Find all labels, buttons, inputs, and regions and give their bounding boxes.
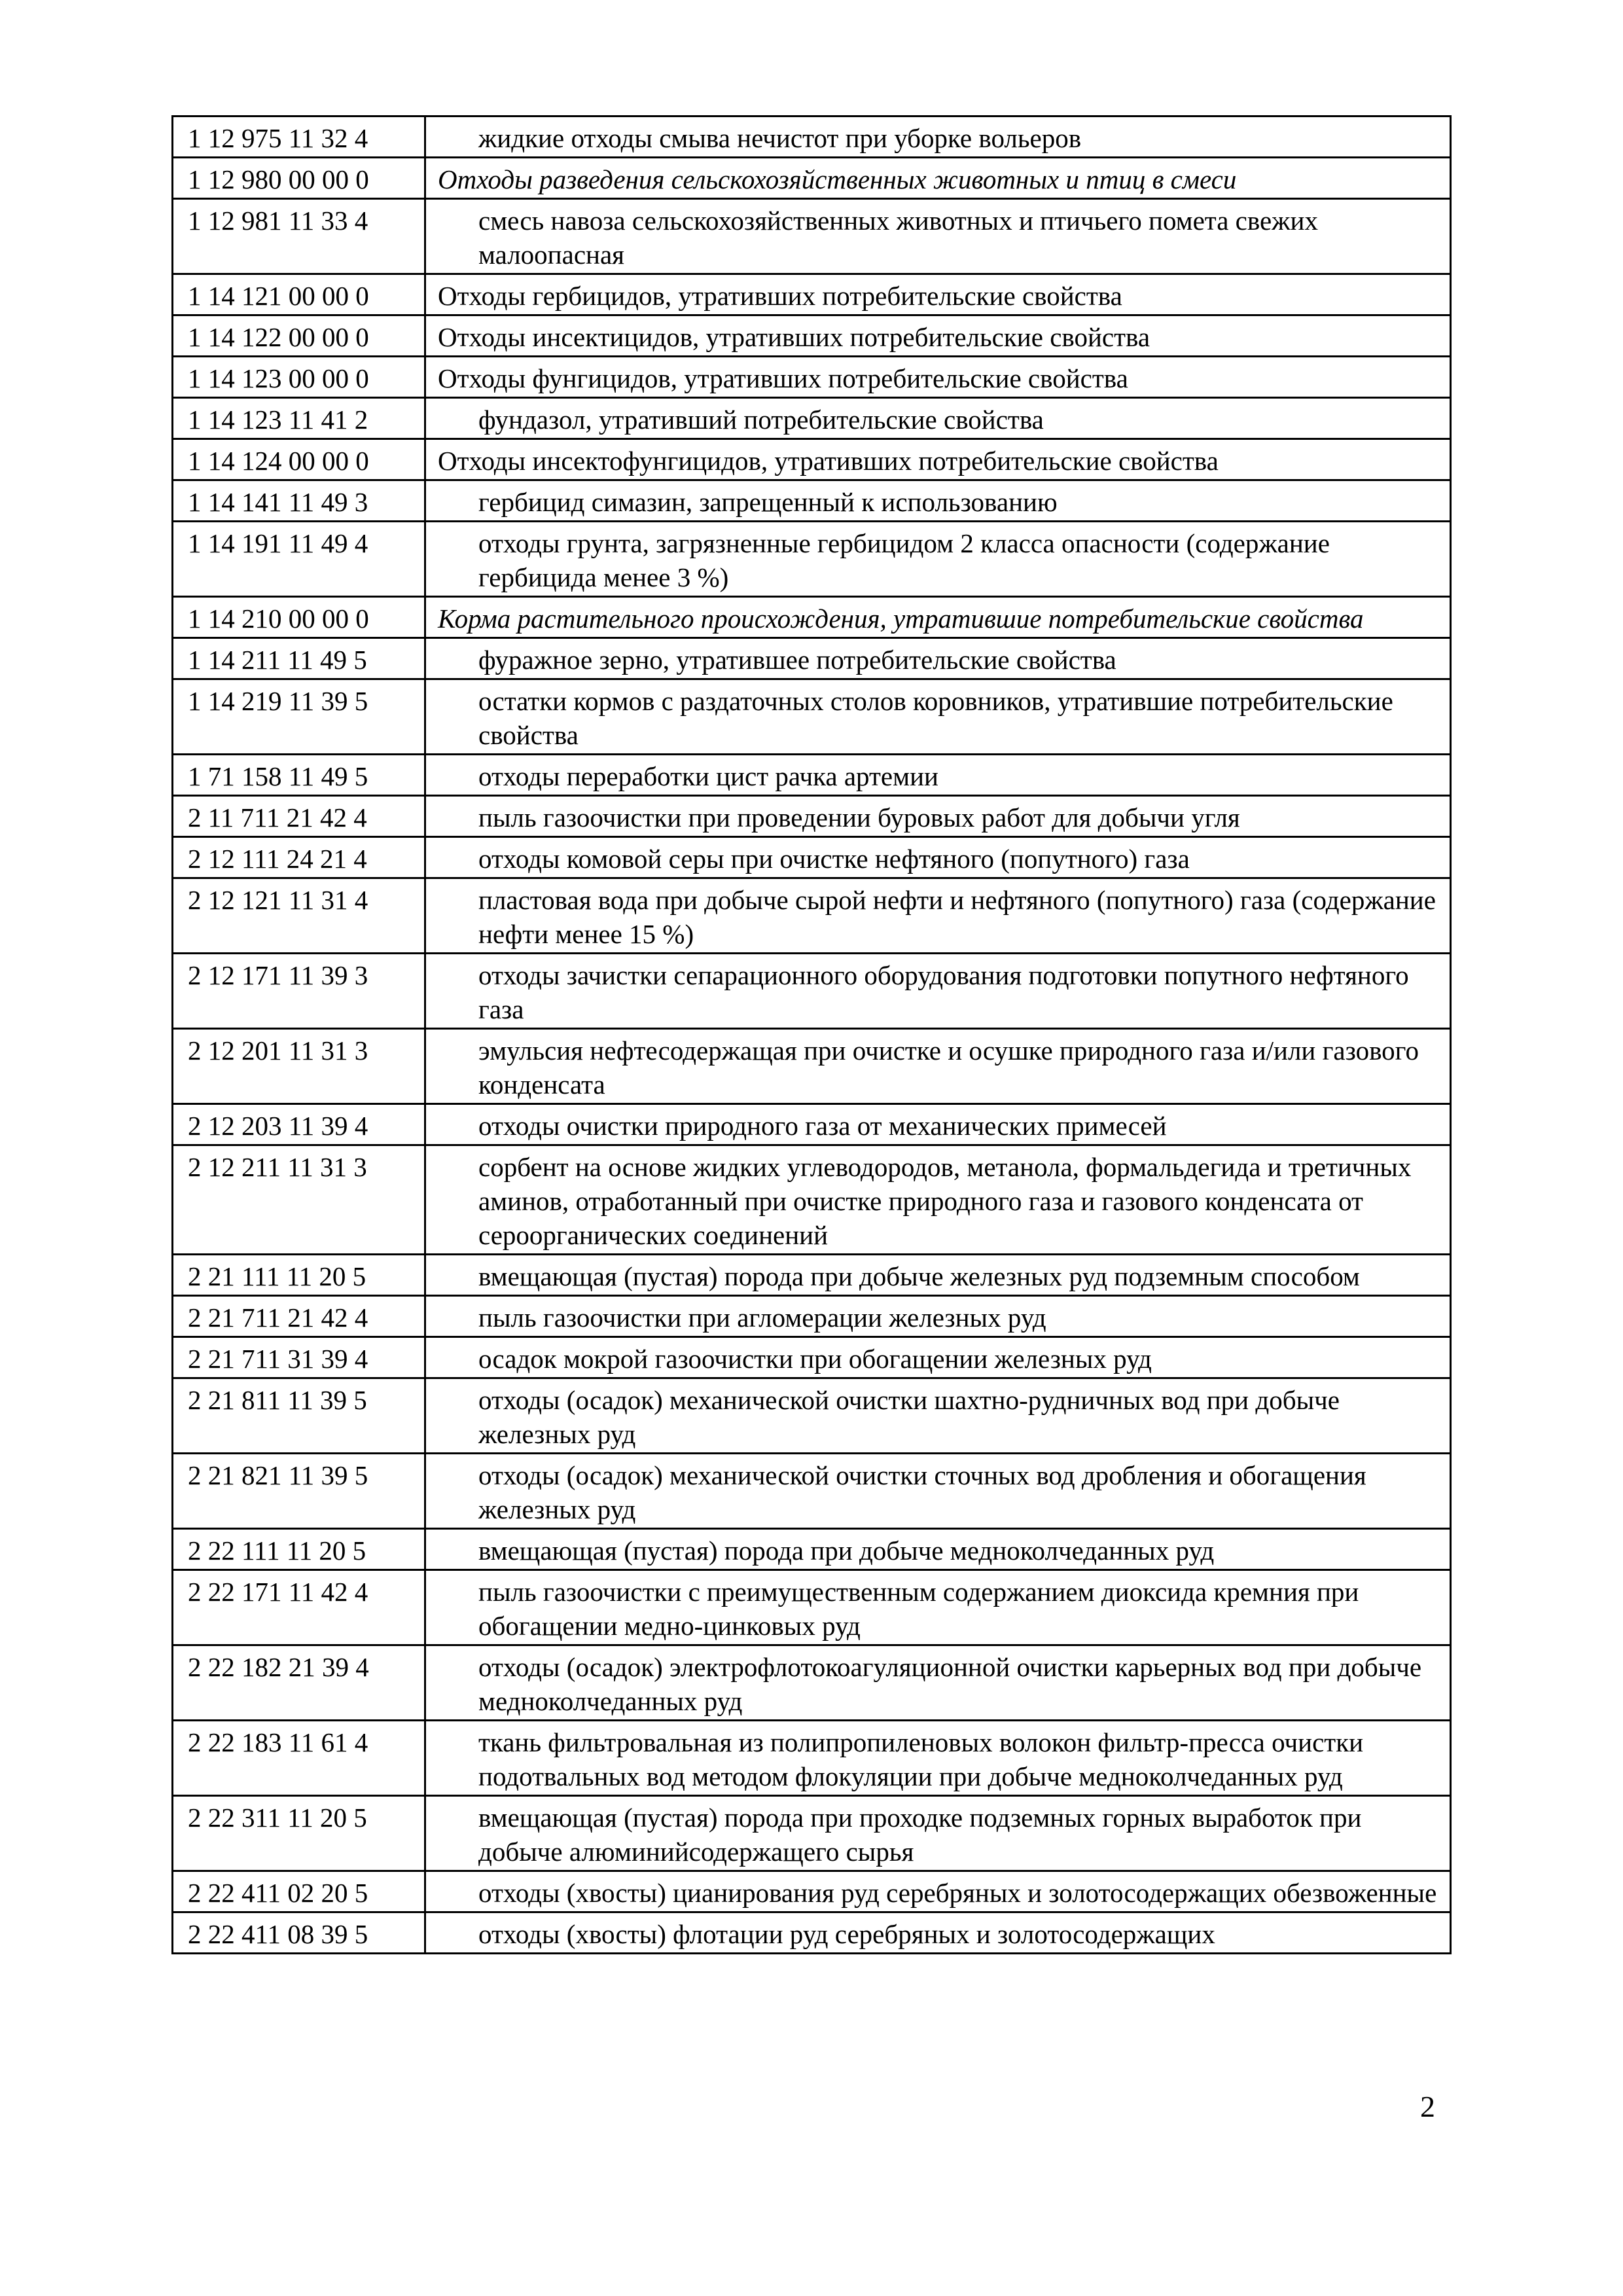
waste-description: пыль газоочистки при проведении буровых работ для добычи угля: [425, 796, 1451, 837]
waste-code: 1 14 191 11 49 4: [173, 522, 425, 597]
waste-description: отходы (осадок) электрофлотокоагуляционной очистки карьерных вод при добыче медноколчеданных руд: [425, 1645, 1451, 1721]
table-row: [173, 1337, 1451, 1378]
waste-description: остатки кормов с раздаточных столов коровников, утратившие потребительские свойства: [425, 679, 1451, 755]
table-row: [173, 1378, 1451, 1454]
table-row: [173, 1296, 1451, 1337]
waste-code: 2 12 211 11 31 3: [173, 1145, 425, 1255]
waste-description: отходы очистки природного газа от механических примесей: [425, 1104, 1451, 1145]
table-row: [173, 1529, 1451, 1570]
waste-description: ткань фильтровальная из полипропиленовых волокон фильтр-пресса очистки подотвальных вод методом флокуляции при добыче медноколчеданных руд: [425, 1721, 1451, 1796]
table-row: [173, 480, 1451, 522]
waste-code: 1 14 210 00 00 0: [173, 597, 425, 638]
waste-code: 2 12 201 11 31 3: [173, 1029, 425, 1104]
waste-code: 1 14 219 11 39 5: [173, 679, 425, 755]
waste-description: отходы (осадок) механической очистки сточных вод дробления и обогащения железных руд: [425, 1454, 1451, 1529]
table-row: [173, 1912, 1451, 1954]
waste-code: 2 22 182 21 39 4: [173, 1645, 425, 1721]
waste-description: вмещающая (пустая) порода при проходке подземных горных выработок при добыче алюминийсодержащего сырья: [425, 1796, 1451, 1871]
waste-description: вмещающая (пустая) порода при добыче железных руд подземным способом: [425, 1255, 1451, 1296]
waste-description: Отходы фунгицидов, утративших потребительские свойства: [425, 357, 1451, 398]
waste-code: 2 22 311 11 20 5: [173, 1796, 425, 1871]
table-row: [173, 1454, 1451, 1529]
table-row: [173, 954, 1451, 1029]
waste-code: 1 14 123 11 41 2: [173, 398, 425, 439]
waste-code: 2 22 171 11 42 4: [173, 1570, 425, 1645]
waste-description: отходы переработки цист рачка артемии: [425, 755, 1451, 796]
waste-code: 1 71 158 11 49 5: [173, 755, 425, 796]
table-row: [173, 1029, 1451, 1104]
waste-description: осадок мокрой газоочистки при обогащении железных руд: [425, 1337, 1451, 1378]
page-number: 2: [1420, 2090, 1435, 2123]
table-row: [173, 1255, 1451, 1296]
waste-description: смесь навоза сельскохозяйственных животных и птичьего помета свежих малоопасная: [425, 199, 1451, 274]
waste-description: Отходы разведения сельскохозяйственных животных и птиц в смеси: [425, 158, 1451, 199]
table-row: [173, 1104, 1451, 1145]
waste-code: 1 14 211 11 49 5: [173, 638, 425, 679]
table-row: [173, 1645, 1451, 1721]
waste-code: 2 22 411 08 39 5: [173, 1912, 425, 1954]
waste-classification-table: [171, 115, 1452, 1954]
table-row: [173, 837, 1451, 878]
table-row: [173, 638, 1451, 679]
waste-description: отходы (хвосты) цианирования руд серебряных и золотосодержащих обезвоженные: [425, 1871, 1451, 1912]
waste-description: фуражное зерно, утратившее потребительские свойства: [425, 638, 1451, 679]
waste-code: 2 12 203 11 39 4: [173, 1104, 425, 1145]
table-row: [173, 1570, 1451, 1645]
waste-code: 2 12 171 11 39 3: [173, 954, 425, 1029]
table-row: [173, 398, 1451, 439]
waste-code: 1 14 122 00 00 0: [173, 315, 425, 357]
table-row: [173, 117, 1451, 158]
table-row: [173, 796, 1451, 837]
waste-description: Отходы гербицидов, утративших потребительские свойства: [425, 274, 1451, 315]
waste-code: 2 21 811 11 39 5: [173, 1378, 425, 1454]
table-row: [173, 1796, 1451, 1871]
waste-description: отходы (осадок) механической очистки шахтно-рудничных вод при добыче железных руд: [425, 1378, 1451, 1454]
waste-description: вмещающая (пустая) порода при добыче медноколчеданных руд: [425, 1529, 1451, 1570]
waste-description: пыль газоочистки при агломерации железных руд: [425, 1296, 1451, 1337]
waste-code: 2 21 711 31 39 4: [173, 1337, 425, 1378]
table-row: [173, 439, 1451, 480]
waste-code: 2 22 111 11 20 5: [173, 1529, 425, 1570]
waste-description: сорбент на основе жидких углеводородов, метанола, формальдегида и третичных аминов, отработанный при очистке природного газа и газового конденсата от сероорганических соединений: [425, 1145, 1451, 1255]
waste-code: 2 22 411 02 20 5: [173, 1871, 425, 1912]
table-row: [173, 274, 1451, 315]
waste-description: пластовая вода при добыче сырой нефти и нефтяного (попутного) газа (содержание нефти менее 15 %): [425, 878, 1451, 954]
waste-description: отходы грунта, загрязненные гербицидом 2 класса опасности (содержание гербицида менее 3 %): [425, 522, 1451, 597]
waste-code: 1 12 980 00 00 0: [173, 158, 425, 199]
table-row: [173, 357, 1451, 398]
waste-code: 1 12 975 11 32 4: [173, 117, 425, 158]
waste-description: жидкие отходы смыва нечистот при уборке вольеров: [425, 117, 1451, 158]
table-row: [173, 315, 1451, 357]
table-row: [173, 679, 1451, 755]
table-row: [173, 199, 1451, 274]
waste-code: 1 14 123 00 00 0: [173, 357, 425, 398]
waste-code: 2 12 111 24 21 4: [173, 837, 425, 878]
waste-code: 1 14 141 11 49 3: [173, 480, 425, 522]
table-body: [173, 117, 1451, 1954]
waste-description: отходы комовой серы при очистке нефтяного (попутного) газа: [425, 837, 1451, 878]
table-row: [173, 1871, 1451, 1912]
waste-code: 2 21 821 11 39 5: [173, 1454, 425, 1529]
table-row: [173, 1145, 1451, 1255]
waste-description: фундазол, утративший потребительские свойства: [425, 398, 1451, 439]
waste-description: эмульсия нефтесодержащая при очистке и осушке природного газа и/или газового конденсата: [425, 1029, 1451, 1104]
table-row: [173, 878, 1451, 954]
table-row: [173, 522, 1451, 597]
waste-description: Корма растительного происхождения, утратившие потребительские свойства: [425, 597, 1451, 638]
waste-code: 2 21 111 11 20 5: [173, 1255, 425, 1296]
waste-code: 2 12 121 11 31 4: [173, 878, 425, 954]
waste-code: 1 12 981 11 33 4: [173, 199, 425, 274]
waste-code: 1 14 121 00 00 0: [173, 274, 425, 315]
waste-code: 2 22 183 11 61 4: [173, 1721, 425, 1796]
waste-description: отходы (хвосты) флотации руд серебряных и золотосодержащих: [425, 1912, 1451, 1954]
waste-description: Отходы инсектофунгицидов, утративших потребительские свойства: [425, 439, 1451, 480]
waste-code: 2 11 711 21 42 4: [173, 796, 425, 837]
waste-code: 2 21 711 21 42 4: [173, 1296, 425, 1337]
table-row: [173, 1721, 1451, 1796]
waste-code: 1 14 124 00 00 0: [173, 439, 425, 480]
waste-description: пыль газоочистки с преимущественным содержанием диоксида кремния при обогащении медно-цинковых руд: [425, 1570, 1451, 1645]
waste-description: Отходы инсектицидов, утративших потребительские свойства: [425, 315, 1451, 357]
table-row: [173, 158, 1451, 199]
waste-description: гербицид симазин, запрещенный к использованию: [425, 480, 1451, 522]
waste-description: отходы зачистки сепарационного оборудования подготовки попутного нефтяного газа: [425, 954, 1451, 1029]
table-row: [173, 597, 1451, 638]
table-row: [173, 755, 1451, 796]
